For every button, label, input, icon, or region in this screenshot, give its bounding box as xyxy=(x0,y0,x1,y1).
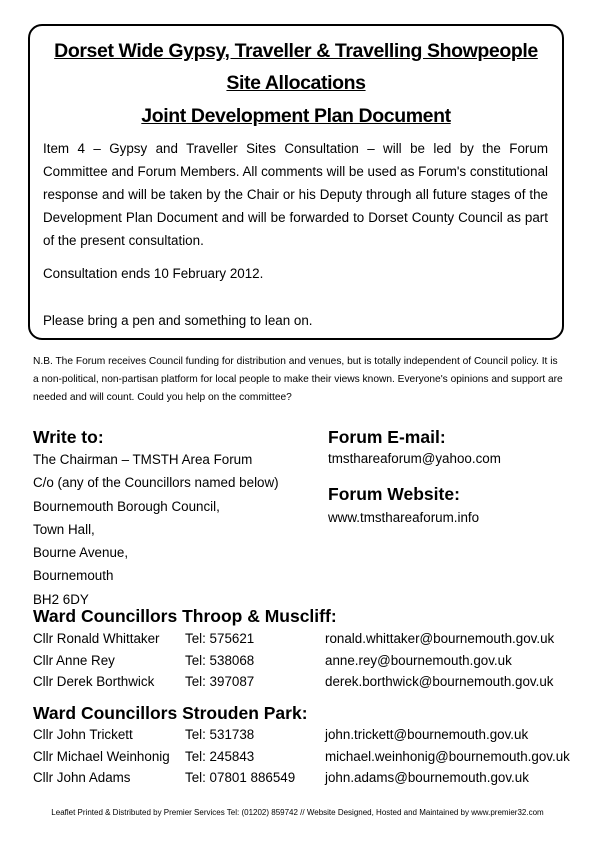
ward-heading-throop-muscliff: Ward Councillors Throop & Muscliff: xyxy=(33,606,337,626)
councillor-name: Cllr Derek Borthwick xyxy=(33,674,155,689)
address-line: Bourne Avenue, xyxy=(33,545,129,561)
councillor-phone: Tel: 538068 xyxy=(185,652,255,668)
postal-address xyxy=(33,448,279,611)
forum-email-heading: Forum E-mail: xyxy=(328,427,446,447)
address-line: Town Hall, xyxy=(33,521,95,537)
councillor-name: Cllr Anne Rey xyxy=(33,652,115,668)
document-subtitle: Site Allocations xyxy=(226,72,366,94)
bring-pen-note: Please bring a pen and something to lean on. xyxy=(43,313,313,328)
address-line: Bournemouth Borough Council, xyxy=(33,498,220,514)
consultation-end-date: Consultation ends 10 February 2012. xyxy=(43,266,264,281)
ward-heading-strouden-park: Ward Councillors Strouden Park: xyxy=(33,703,308,723)
address-line: The Chairman – TMSTH Area Forum xyxy=(33,452,253,467)
funding-note: N.B. The Forum receives Council funding for distribution and venues, but is totally independent of Council policy. It is a non-political, non-partisan platform for local people to make their views known. Everyone's opinions and support are needed and will count. Could you help on the committee? xyxy=(33,356,563,403)
councillor-email-link[interactable]: derek.borthwick@bournemouth.gov.uk xyxy=(325,674,554,689)
councillor-phone: Tel: 07801 886549 xyxy=(185,770,296,785)
forum-website-link[interactable]: www.tmsthareaforum.info xyxy=(328,510,480,525)
header-box xyxy=(28,24,564,340)
councillor-email-link[interactable]: anne.rey@bournemouth.gov.uk xyxy=(325,652,512,668)
footer-credits: Leaflet Printed & Distributed by Premier Services Tel: (01202) 859742 // Website Designed, Hosted and Maintained by www.premier32.com xyxy=(51,808,544,817)
councillor-email-link[interactable]: john.adams@bournemouth.gov.uk xyxy=(325,770,529,785)
forum-email-link[interactable]: tmsthareaforum@yahoo.com xyxy=(328,451,501,466)
address-line: Bournemouth xyxy=(33,568,114,584)
councillor-email-link[interactable]: ronald.whittaker@bournemouth.gov.uk xyxy=(325,631,555,646)
document-title: Dorset Wide Gypsy, Traveller & Travelling Showpeople xyxy=(54,40,538,62)
address-line: C/o (any of the Councillors named below) xyxy=(33,475,279,491)
councillor-phone: Tel: 245843 xyxy=(185,748,255,764)
address-line: BH2 6DY xyxy=(33,591,89,607)
councillor-name: Cllr John Adams xyxy=(33,770,131,785)
item-description: Item 4 – Gypsy and Traveller Sites Consultation – will be led by the Forum Committee and Forum Members. All comments will be used as Forum's constitutional response and will be taken by the Chair or his Deputy through all future stages of the Development Plan Document and will be forwarded to Dorset County Council as part of the present consultation. xyxy=(43,141,548,248)
councillor-name: Cllr John Trickett xyxy=(33,727,133,742)
councillor-name: Cllr Michael Weinhonig xyxy=(33,748,170,764)
councillor-name: Cllr Ronald Whittaker xyxy=(33,631,160,646)
councillor-phone: Tel: 575621 xyxy=(185,631,255,646)
write-to-heading: Write to: xyxy=(33,427,104,447)
councillor-email-link[interactable]: michael.weinhonig@bournemouth.gov.uk xyxy=(325,748,570,764)
councillor-phone: Tel: 531738 xyxy=(185,727,255,742)
councillor-phone: Tel: 397087 xyxy=(185,674,255,689)
councillor-email-link[interactable]: john.trickett@bournemouth.gov.uk xyxy=(325,727,529,742)
forum-website-heading: Forum Website: xyxy=(328,484,460,504)
document-subtitle-2: Joint Development Plan Document xyxy=(141,105,451,127)
